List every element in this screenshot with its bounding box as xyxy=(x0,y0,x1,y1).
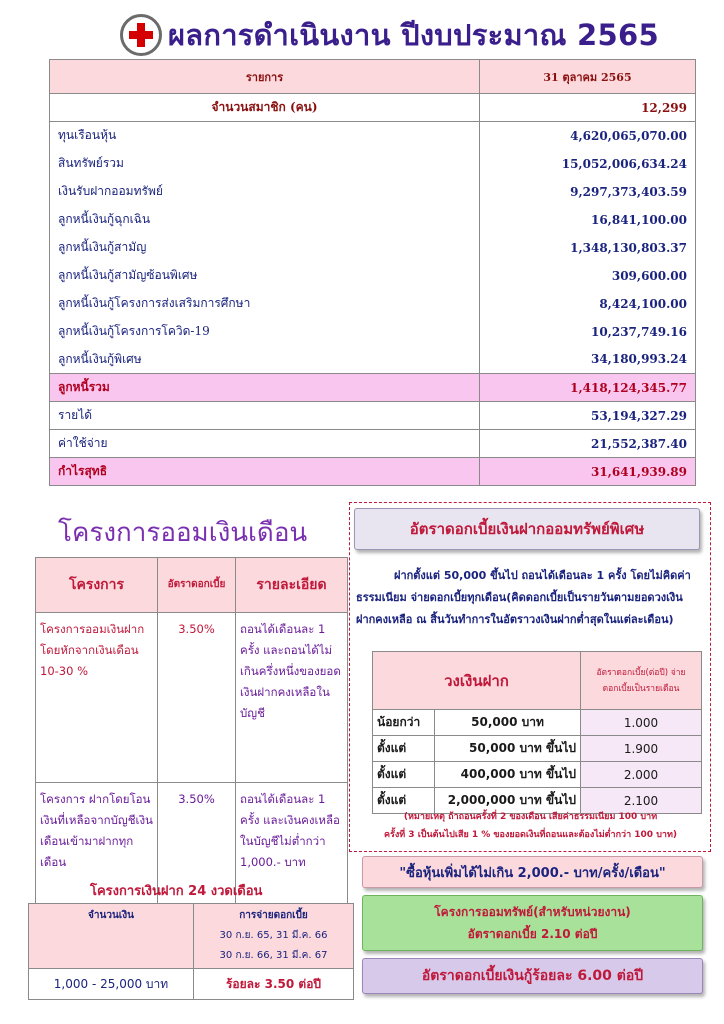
rate-prefix: ตั้งแต่ xyxy=(373,762,435,788)
col-date-header: 31 ตุลาคม 2565 xyxy=(480,60,696,94)
item-value: 10,237,749.16 xyxy=(480,318,696,346)
col-item-header: รายการ xyxy=(50,60,480,94)
project-detail: ถอนได้เดือนละ 1 ครั้ง และเงินคงเหลือในบัญชีไม่ต่ำกว่า 1,000.- บาท xyxy=(236,783,348,921)
item-label: ทุนเรือนหุ้น xyxy=(50,122,480,150)
project-rate: 3.50% xyxy=(158,783,236,921)
project-detail: ถอนได้เดือนละ 1 ครั้ง และถอนได้ไม่เกินครึ่งหนึ่งของยอดเงินฝากคงเหลือในบัญชี xyxy=(236,613,348,783)
total-debtors-label: ลูกหนี้รวม xyxy=(50,374,480,402)
expense-row xyxy=(50,430,696,458)
loan-rate-banner: อัตราดอกเบี้ยเงินกู้ร้อยละ 6.00 ต่อปี xyxy=(362,958,703,994)
item-label: ลูกหนี้เงินกู้สามัญซ้อนพิเศษ xyxy=(50,262,480,290)
rate-prefix: ตั้งแต่ xyxy=(373,788,435,814)
project-name: โครงการ ฝากโดยโอนเงินที่เหลือจากบัญชีเงินเดือนเข้ามาฝากทุกเดือน xyxy=(36,783,158,921)
col-deposit-header: วงเงินฝาก xyxy=(373,652,581,710)
col-rate-header: อัตราดอกเบี้ย xyxy=(158,558,236,613)
item-label: ลูกหนี้เงินกู้พิเศษ xyxy=(50,346,480,374)
item-value: 8,424,100.00 xyxy=(480,290,696,318)
item-value: 4,620,065,070.00 xyxy=(480,122,696,150)
rate-prefix: ตั้งแต่ xyxy=(373,736,435,762)
profit-label: กำไรสุทธิ xyxy=(50,458,480,486)
item-value: 9,297,373,403.59 xyxy=(480,178,696,206)
table-row xyxy=(36,613,348,783)
payment-date-2: 30 ก.ย. 66, 31 มี.ค. 67 xyxy=(219,950,328,961)
col-special-rate-header: อัตราดอกเบี้ย(ต่อปี) จ่ายดอกเบี้ยเป็นรายเดือน xyxy=(581,652,702,710)
page-title: ผลการดำเนินงาน ปีงบประมาณ 2565 xyxy=(168,18,659,52)
col-amount-header: จำนวนเงิน xyxy=(29,904,194,969)
total-debtors-value: 1,418,124,345.77 xyxy=(480,374,696,402)
rate-amount: 400,000 บาท ขึ้นไป xyxy=(435,762,581,788)
rate-prefix: น้อยกว่า xyxy=(373,710,435,736)
project-name: โครงการออมเงินฝากโดยหักจากเงินเดือน 10-30 % xyxy=(36,613,158,783)
summary-table xyxy=(49,59,696,486)
income-label: รายได้ xyxy=(50,402,480,430)
item-value: 34,180,993.24 xyxy=(480,346,696,374)
item-value: 309,600.00 xyxy=(480,262,696,290)
expense-value: 21,552,387.40 xyxy=(480,430,696,458)
total-debtors-row xyxy=(50,374,696,402)
note-line-1: (หมายเหตุ ถ้าถอนครั้งที่ 2 ของเดือน เสียค่าธรรมเนียม 100 บาท xyxy=(403,812,658,822)
item-label: ลูกหนี้เงินกู้โครงการส่งเสริมการศึกษา xyxy=(50,290,480,318)
monthly-savings-header xyxy=(36,558,348,613)
note-line-2: ครั้งที่ 3 เป็นต้นไปเสีย 1 % ของยอดเงินที่ถอนและต้องไม่ต่ำกว่า 100 บาท) xyxy=(383,830,678,840)
table-row xyxy=(50,150,696,178)
rate-value: 1.000 xyxy=(581,710,702,736)
col-detail-header: รายละเอียด xyxy=(236,558,348,613)
deposit-rate: ร้อยละ 3.50 ต่อปี xyxy=(194,969,354,1000)
page-header xyxy=(120,10,680,60)
item-label: สินทรัพย์รวม xyxy=(50,150,480,178)
profit-value: 31,641,939.89 xyxy=(480,458,696,486)
table-row xyxy=(50,178,696,206)
summary-header-row xyxy=(50,60,696,94)
item-label: ลูกหนี้เงินกู้โครงการโควิด-19 xyxy=(50,318,480,346)
monthly-savings-table xyxy=(35,557,348,921)
table-row xyxy=(50,206,696,234)
monthly-savings-title: โครงการออมเงินเดือน xyxy=(58,518,308,548)
col-project-header: โครงการ xyxy=(36,558,158,613)
income-row xyxy=(50,402,696,430)
item-value: 16,841,100.00 xyxy=(480,206,696,234)
item-label: เงินรับฝากออมทรัพย์ xyxy=(50,178,480,206)
special-savings-description: ฝากตั้งแต่ 50,000 ขึ้นไป ถอนได้เดือนละ 1 ครั้ง โดยไม่คิดค่าธรรมเนียม จ่ายดอกเบี้ยทุกเดือน(คิดดอกเบี้ยเป็นรายวันตามยอดวงเงินฝากคงเหลือ ณ สิ้นวันทำการในอัตราวงเงินฝากต่ำสุดในแต่ละเดือน) xyxy=(356,569,691,626)
members-value: 12,299 xyxy=(480,94,696,122)
special-rate-table xyxy=(372,651,702,814)
income-value: 53,194,327.29 xyxy=(480,402,696,430)
item-value: 15,052,006,634.24 xyxy=(480,150,696,178)
table-row xyxy=(373,710,702,736)
table-row xyxy=(50,234,696,262)
rate-value: 1.900 xyxy=(581,736,702,762)
members-row xyxy=(50,94,696,122)
profit-row xyxy=(50,458,696,486)
table-row xyxy=(50,262,696,290)
red-cross-icon xyxy=(120,14,162,56)
rate-amount: 50,000 บาท ขึ้นไป xyxy=(435,736,581,762)
special-rate-header xyxy=(373,652,702,710)
deposit-amount: 1,000 - 25,000 บาท xyxy=(29,969,194,1000)
special-savings-note xyxy=(358,808,703,844)
special-savings-banner: อัตราดอกเบี้ยเงินฝากออมทรัพย์พิเศษ xyxy=(354,508,700,550)
deposit24-header xyxy=(29,904,354,969)
table-row xyxy=(373,762,702,788)
table-row xyxy=(373,736,702,762)
rate-amount: 2,000,000 บาท ขึ้นไป xyxy=(435,788,581,814)
rate-amount: 50,000 บาท xyxy=(435,710,581,736)
coop-savings-title: โครงการออมทรัพย์(สำหรับหน่วยงาน) xyxy=(434,905,631,919)
table-row xyxy=(50,318,696,346)
payment-date-1: 30 ก.ย. 65, 31 มี.ค. 66 xyxy=(219,930,328,941)
project-rate: 3.50% xyxy=(158,613,236,783)
col-payment-header xyxy=(194,904,354,969)
item-label: ลูกหนี้เงินกู้สามัญ xyxy=(50,234,480,262)
coop-savings-banner xyxy=(362,895,703,951)
rate-value: 2.100 xyxy=(581,788,702,814)
coop-savings-rate: อัตราดอกเบี้ย 2.10 ต่อปี xyxy=(467,927,598,941)
payment-title: การจ่ายดอกเบี้ย xyxy=(239,910,308,921)
members-label: จำนวนสมาชิก (คน) xyxy=(50,94,480,122)
table-row xyxy=(50,122,696,150)
deposit24-title: โครงการเงินฝาก 24 งวดเดือน xyxy=(90,884,263,899)
item-label: ลูกหนี้เงินกู้ฉุกเฉิน xyxy=(50,206,480,234)
deposit24-table xyxy=(28,903,354,1000)
table-row xyxy=(50,346,696,374)
table-row xyxy=(29,969,354,1000)
item-value: 1,348,130,803.37 xyxy=(480,234,696,262)
share-purchase-banner: "ซื้อหุ้นเพิ่มได้ไม่เกิน 2,000.- บาท/ครั้ง/เดือน" xyxy=(362,856,703,888)
rate-value: 2.000 xyxy=(581,762,702,788)
expense-label: ค่าใช้จ่าย xyxy=(50,430,480,458)
table-row xyxy=(50,290,696,318)
